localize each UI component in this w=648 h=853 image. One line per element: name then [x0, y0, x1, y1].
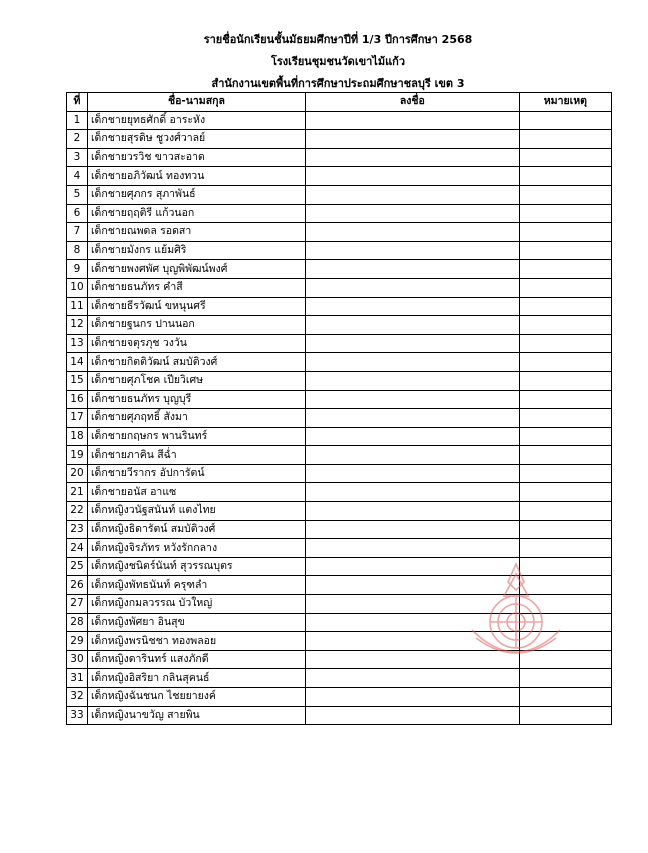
remarks-cell: [519, 130, 611, 149]
table-row: [67, 278, 612, 297]
remarks-cell: [519, 185, 611, 204]
signature-cell: [305, 111, 519, 130]
table-row: [67, 483, 612, 502]
row-number: 33: [67, 706, 88, 725]
row-number: 7: [67, 223, 88, 242]
remarks-cell: [519, 427, 611, 446]
remarks-cell: [519, 353, 611, 372]
table-row: [67, 371, 612, 390]
school-name: โรงเรียนชุมชนวัดเขาไม้แก้ว: [270, 55, 405, 68]
remarks-cell: [519, 520, 611, 539]
remarks-cell: [519, 334, 611, 353]
table-row: [67, 539, 612, 558]
remarks-cell: [519, 223, 611, 242]
row-number: 12: [67, 316, 88, 335]
table-row: [67, 185, 612, 204]
student-name: เด็กหญิงจิรภัทร หวังรักกลาง: [87, 539, 305, 558]
remarks-cell: [519, 669, 611, 688]
row-number: 21: [67, 483, 88, 502]
row-number: 22: [67, 502, 88, 521]
signature-cell: [305, 148, 519, 167]
table-row: [67, 130, 612, 149]
remarks-cell: [519, 148, 611, 167]
signature-cell: [305, 371, 519, 390]
student-name: เด็กหญิงฉันชนก ไชยยายงค์: [87, 688, 305, 707]
row-number: 20: [67, 464, 88, 483]
student-name: เด็กชายศุภฤทธิ์ สังมา: [87, 409, 305, 428]
row-number: 11: [67, 297, 88, 316]
student-name: เด็กหญิงกมลวรรณ บัวใหญ่: [87, 595, 305, 614]
student-name: เด็กหญิงธิดารัตน์ สมบัติวงศ์: [87, 520, 305, 539]
table-row: [67, 167, 612, 186]
student-name: เด็กชายภาคิน สีฉ่ำ: [87, 446, 305, 465]
row-number: 16: [67, 390, 88, 409]
student-name: เด็กหญิงพรนิชชา ทองพลอย: [87, 632, 305, 651]
row-number: 15: [67, 371, 88, 390]
row-number: 3: [67, 148, 88, 167]
remarks-cell: [519, 706, 611, 725]
row-number: 13: [67, 334, 88, 353]
signature-cell: [305, 409, 519, 428]
signature-cell: [305, 427, 519, 446]
row-number: 27: [67, 595, 88, 614]
remarks-cell: [519, 390, 611, 409]
remarks-cell: [519, 409, 611, 428]
signature-cell: [305, 669, 519, 688]
column-header-number: ที่: [67, 93, 88, 112]
signature-cell: [305, 483, 519, 502]
row-number: 18: [67, 427, 88, 446]
signature-cell: [305, 204, 519, 223]
student-name: เด็กหญิงอิสริยา กลินสุคนธ์: [87, 669, 305, 688]
remarks-cell: [519, 446, 611, 465]
student-name: เด็กหญิงวนัฐสนันท์ แตงไทย: [87, 502, 305, 521]
signature-cell: [305, 260, 519, 279]
table-row: [67, 148, 612, 167]
row-number: 31: [67, 669, 88, 688]
remarks-cell: [519, 316, 611, 335]
student-name: เด็กหญิงชนิตร์นันท์ สุวรรณบุตร: [87, 557, 305, 576]
student-name: เด็กชายธนภัทร บุญบุรี: [87, 390, 305, 409]
signature-cell: [305, 130, 519, 149]
table-row: [67, 502, 612, 521]
remarks-cell: [519, 241, 611, 260]
row-number: 14: [67, 353, 88, 372]
table-row: [67, 241, 612, 260]
table-row: [67, 204, 612, 223]
table-row: [67, 520, 612, 539]
row-number: 19: [67, 446, 88, 465]
student-name: เด็กชายจตุรภุช วงวัน: [87, 334, 305, 353]
row-number: 32: [67, 688, 88, 707]
remarks-cell: [519, 260, 611, 279]
student-name: เด็กหญิงพัศยา อินสุข: [87, 613, 305, 632]
signature-cell: [305, 539, 519, 558]
student-name: เด็กหญิงพัทธนันท์ ครุฑลำ: [87, 576, 305, 595]
student-name: เด็กชายฐนกร ปานนอก: [87, 316, 305, 335]
signature-cell: [305, 297, 519, 316]
signature-cell: [305, 688, 519, 707]
remarks-cell: [519, 539, 611, 558]
table-row: [67, 334, 612, 353]
remarks-cell: [519, 371, 611, 390]
table-header-row: [67, 93, 612, 112]
table-row: [67, 427, 612, 446]
student-name: เด็กชายณพดล รอดสา: [87, 223, 305, 242]
row-number: 26: [67, 576, 88, 595]
student-name: เด็กชายมังกร แย้มศิริ: [87, 241, 305, 260]
student-name: เด็กชายกิตติวัฒน์ สมบัติวงศ์: [87, 353, 305, 372]
document-title: รายชื่อนักเรียนชั้นมัธยมศึกษาปีที่ 1/3 ปีการศึกษา 2568: [203, 33, 473, 46]
student-name: เด็กชายสุรดิษ ชูวงศ์วาลย์: [87, 130, 305, 149]
signature-cell: [305, 223, 519, 242]
row-number: 5: [67, 185, 88, 204]
column-header-remarks: หมายเหตุ: [519, 93, 611, 112]
table-row: [67, 464, 612, 483]
signature-cell: [305, 706, 519, 725]
row-number: 2: [67, 130, 88, 149]
row-number: 25: [67, 557, 88, 576]
table-row: [67, 316, 612, 335]
student-name: เด็กหญิงนาขวัญ สายพิน: [87, 706, 305, 725]
remarks-cell: [519, 297, 611, 316]
table-row: [67, 223, 612, 242]
column-header-signature: ลงชื่อ: [305, 93, 519, 112]
row-number: 9: [67, 260, 88, 279]
signature-cell: [305, 167, 519, 186]
table-row: [67, 706, 612, 725]
row-number: 10: [67, 278, 88, 297]
student-name: เด็กชายศุภโชค เปียวิเศษ: [87, 371, 305, 390]
student-name: เด็กชายอนัส อาแซ: [87, 483, 305, 502]
office-name: สำนักงานเขตพื้นที่การศึกษาประถมศึกษาชลบุรี เขต 3: [211, 77, 465, 90]
table-row: [67, 669, 612, 688]
signature-cell: [305, 278, 519, 297]
row-number: 6: [67, 204, 88, 223]
table-row: [67, 446, 612, 465]
remarks-cell: [519, 167, 611, 186]
student-name: เด็กชายธนภัทร คำสี: [87, 278, 305, 297]
remarks-cell: [519, 111, 611, 130]
row-number: 28: [67, 613, 88, 632]
table-row: [67, 353, 612, 372]
student-name: เด็กชายอภิวัฒน์ ทองทวน: [87, 167, 305, 186]
row-number: 1: [67, 111, 88, 130]
student-name: เด็กชายวีรากร อัปการัตน์: [87, 464, 305, 483]
signature-cell: [305, 334, 519, 353]
table-row: [67, 409, 612, 428]
remarks-cell: [519, 483, 611, 502]
signature-cell: [305, 241, 519, 260]
signature-cell: [305, 502, 519, 521]
remarks-cell: [519, 502, 611, 521]
table-row: [67, 111, 612, 130]
row-number: 30: [67, 650, 88, 669]
student-name: เด็กชายยุทธศักดิ์ อาระหัง: [87, 111, 305, 130]
remarks-cell: [519, 464, 611, 483]
student-name: เด็กชายพงศพัศ บุญพิพัฒน์พงศ์: [87, 260, 305, 279]
student-name: เด็กชายวรวิช ขาวสะอาด: [87, 148, 305, 167]
table-row: [67, 297, 612, 316]
student-name: เด็กหญิงดารินทร์ แสงภักดี: [87, 650, 305, 669]
row-number: 17: [67, 409, 88, 428]
student-name: เด็กชายกฤษกร พานรินทร์: [87, 427, 305, 446]
column-header-name: ชื่อ-นามสกุล: [87, 93, 305, 112]
student-name: เด็กชายธีรวัฒน์ ขหนุนศรี: [87, 297, 305, 316]
school-seal-stamp: [466, 560, 566, 670]
table-row: [67, 390, 612, 409]
signature-cell: [305, 353, 519, 372]
remarks-cell: [519, 204, 611, 223]
remarks-cell: [519, 688, 611, 707]
remarks-cell: [519, 278, 611, 297]
row-number: 4: [67, 167, 88, 186]
table-row: [67, 260, 612, 279]
signature-cell: [305, 185, 519, 204]
signature-cell: [305, 446, 519, 465]
signature-cell: [305, 390, 519, 409]
row-number: 8: [67, 241, 88, 260]
row-number: 23: [67, 520, 88, 539]
signature-cell: [305, 464, 519, 483]
row-number: 29: [67, 632, 88, 651]
signature-cell: [305, 316, 519, 335]
table-row: [67, 688, 612, 707]
student-name: เด็กชายฤฤติรี แก้วนอก: [87, 204, 305, 223]
row-number: 24: [67, 539, 88, 558]
student-name: เด็กชายศุภกร สุภาพันธ์: [87, 185, 305, 204]
signature-cell: [305, 520, 519, 539]
